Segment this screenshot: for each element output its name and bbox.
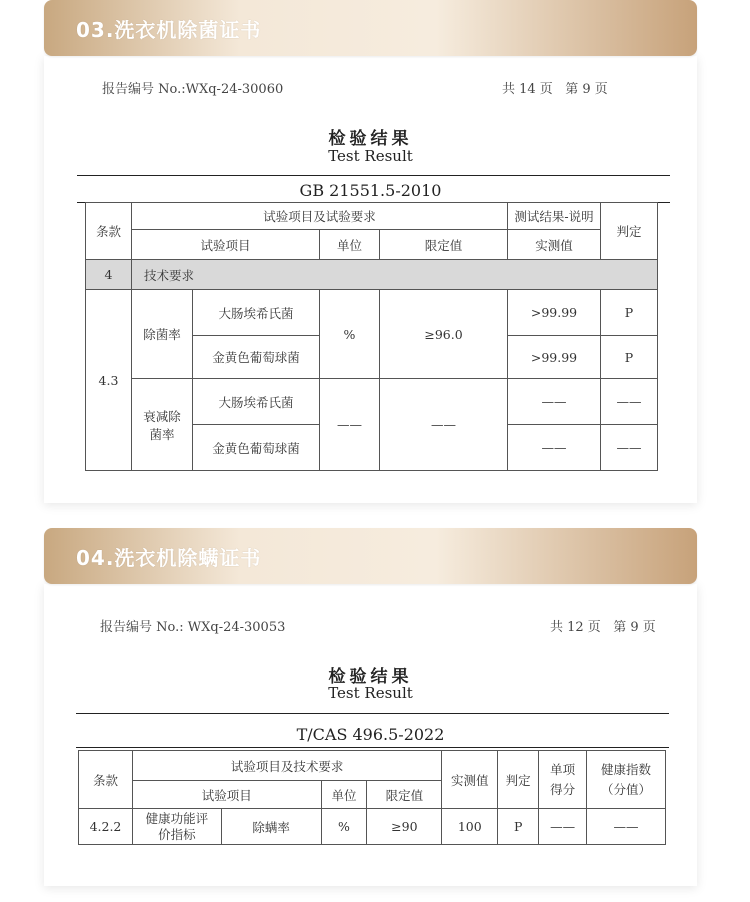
- cert1-title: 检验结果: [328, 129, 413, 149]
- row2-clause: 4.2.2: [79, 809, 133, 845]
- cert2-title: 检验结果: [328, 667, 413, 687]
- row-title: 技术要求: [132, 260, 658, 290]
- th2-measured: 实测值: [442, 751, 498, 809]
- cert1-standard: GB 21551.5-2010: [299, 181, 442, 200]
- bacteria-staph-2: 金黄色葡萄球菌: [193, 425, 320, 471]
- judge-ecoli: P: [601, 290, 658, 336]
- th2-unit: 单位: [321, 781, 367, 809]
- value-staph: >99.99: [508, 336, 601, 379]
- th2-judgement: 判定: [498, 751, 539, 809]
- cert2-subtitle: Test Result: [328, 684, 413, 702]
- value-ecoli: >99.99: [508, 290, 601, 336]
- value-dash-1: ——: [508, 379, 601, 425]
- row2-judgement: P: [498, 809, 539, 845]
- limit-cell: ≥96.0: [380, 290, 508, 379]
- bacteria-ecoli: 大肠埃希氏菌: [193, 290, 320, 336]
- cert2-header: [44, 528, 697, 584]
- th-test-item: 试验项目: [132, 230, 320, 260]
- value-dash-2: ——: [508, 425, 601, 471]
- cert2-paper: [44, 584, 697, 886]
- th-limit: 限定值: [380, 230, 508, 260]
- judge-dash-2: ——: [601, 425, 658, 471]
- group-decay-rate: 衰减除菌率: [132, 379, 193, 471]
- th-result-note: 测试结果-说明: [508, 203, 601, 230]
- cert2-bottom-rule: [76, 747, 669, 748]
- judge-dash-1: ——: [601, 379, 658, 425]
- cert1-result-table: [85, 202, 658, 471]
- row2-item: 除螨率: [221, 809, 321, 845]
- cert1-header-title: 03.洗衣机除菌证书: [76, 18, 262, 42]
- bacteria-ecoli-2: 大肠埃希氏菌: [193, 379, 320, 425]
- cert1-subtitle: Test Result: [328, 147, 413, 165]
- row2-index-dash: ——: [587, 809, 666, 845]
- cert1-page-info: 共 14 页 第 9 页: [502, 82, 608, 97]
- cert2-page-info: 共 12 页 第 9 页: [550, 620, 656, 635]
- group-removal-rate: 除菌率: [132, 290, 193, 379]
- row2-limit: ≥90: [367, 809, 442, 845]
- th2-limit: 限定值: [367, 781, 442, 809]
- cert1-report-no: 报告编号 No.:WXq-24-30060: [102, 82, 284, 97]
- row2-measured: 100: [442, 809, 498, 845]
- th2-items-req: 试验项目及技术要求: [132, 751, 441, 781]
- judge-staph: P: [601, 336, 658, 379]
- sub-clause: 4.3: [86, 290, 132, 471]
- row2-unit: %: [321, 809, 367, 845]
- cert2-top-rule: [76, 713, 669, 714]
- row-clause: 4: [86, 260, 132, 290]
- cert1-paper: [44, 56, 697, 503]
- th2-test-item: 试验项目: [132, 781, 321, 809]
- cert2-standard: T/CAS 496.5-2022: [296, 725, 445, 744]
- cert2-result-table: [78, 750, 666, 845]
- row2-category: 健康功能评价指标: [132, 809, 221, 845]
- cert1-header: [44, 0, 697, 56]
- cert2-report-no: 报告编号 No.: WXq-24-30053: [100, 620, 286, 635]
- cert1-top-rule: [77, 175, 670, 176]
- cert2-header-title: 04.洗衣机除螨证书: [76, 546, 262, 570]
- row2-score-dash: ——: [539, 809, 587, 845]
- th-items-req: 试验项目及试验要求: [132, 203, 508, 230]
- th2-clause: 条款: [79, 751, 133, 809]
- unit-dash: ——: [320, 379, 380, 471]
- th-measured: 实测值: [508, 230, 601, 260]
- bacteria-staph: 金黄色葡萄球菌: [193, 336, 320, 379]
- th2-single-score: 单项得分: [539, 751, 587, 809]
- th-judgement: 判定: [601, 203, 658, 260]
- unit-cell: %: [320, 290, 380, 379]
- th2-health-index: 健康指数（分值）: [587, 751, 666, 809]
- th-clause: 条款: [86, 203, 132, 260]
- limit-dash: ——: [380, 379, 508, 471]
- th-unit: 单位: [320, 230, 380, 260]
